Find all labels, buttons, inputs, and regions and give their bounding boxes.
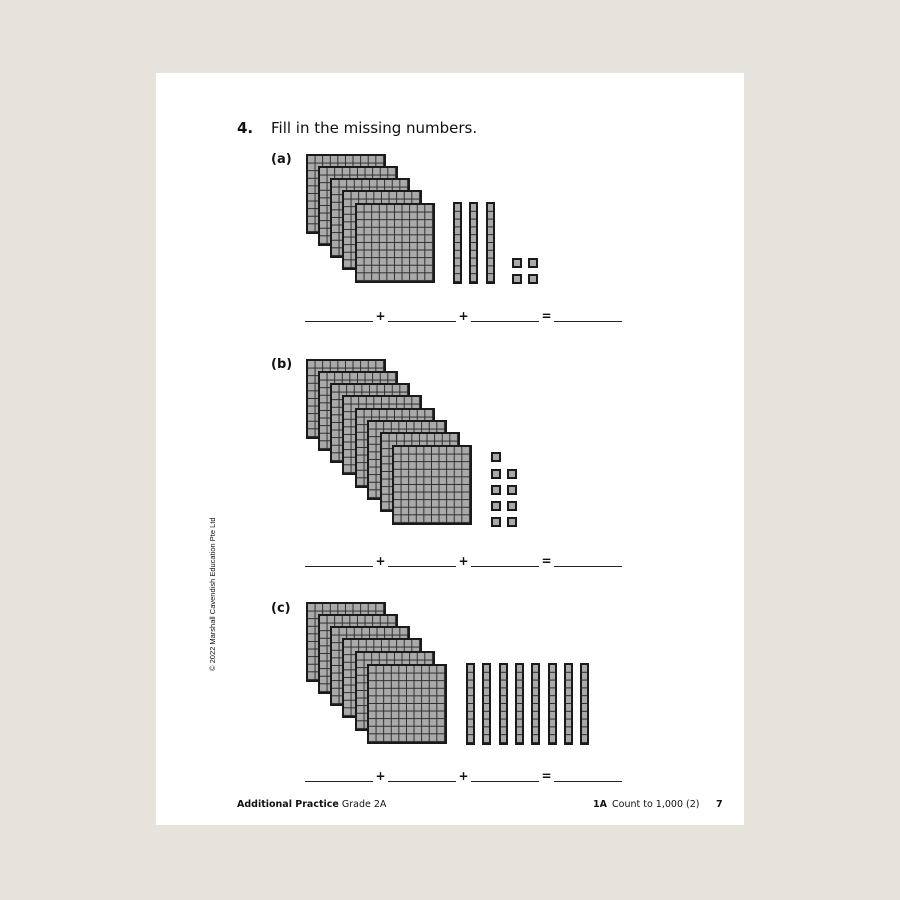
one-unit	[507, 517, 517, 527]
part-b-equation	[305, 554, 622, 567]
ten-rod	[466, 663, 475, 745]
one-unit	[491, 485, 501, 495]
answer-blank-ones[interactable]	[471, 554, 539, 567]
answer-blank-total[interactable]	[554, 309, 622, 322]
one-unit	[491, 501, 501, 511]
footer-book-title	[237, 799, 386, 810]
answer-blank-tens[interactable]	[388, 309, 456, 322]
part-c-label: (c)	[271, 601, 291, 616]
part-b-label: (b)	[271, 357, 293, 372]
part-a-equation	[305, 309, 622, 322]
ten-rod	[482, 663, 491, 745]
one-unit	[491, 452, 501, 462]
answer-blank-tens[interactable]	[388, 769, 456, 782]
plus-sign: +	[458, 769, 469, 783]
one-unit	[528, 274, 538, 284]
answer-blank-total[interactable]	[554, 769, 622, 782]
copyright-notice: © 2022 Marshall Cavendish Education Pte Ltd	[208, 517, 217, 671]
answer-blank-ones[interactable]	[471, 769, 539, 782]
equals-sign: =	[541, 769, 552, 783]
ten-rod	[564, 663, 573, 745]
ten-rod	[515, 663, 524, 745]
one-unit	[512, 274, 522, 284]
hundred-flat	[355, 203, 435, 283]
ten-rod	[531, 663, 540, 745]
one-unit	[528, 258, 538, 268]
worksheet-page	[156, 73, 744, 825]
answer-blank-hundreds[interactable]	[305, 554, 373, 567]
footer-chapter: 1A	[593, 799, 607, 810]
footer-lesson: Count to 1,000 (2)	[612, 799, 700, 810]
one-unit	[491, 517, 501, 527]
one-unit	[512, 258, 522, 268]
answer-blank-tens[interactable]	[388, 554, 456, 567]
ten-rod	[548, 663, 557, 745]
plus-sign: +	[375, 309, 386, 323]
equals-sign: =	[541, 309, 552, 323]
answer-blank-ones[interactable]	[471, 309, 539, 322]
one-unit	[507, 501, 517, 511]
question-number: 4.	[237, 119, 254, 137]
ten-rod	[469, 202, 478, 284]
hundred-flat	[392, 445, 472, 525]
page-number: 7	[716, 799, 723, 810]
ten-rod	[580, 663, 589, 745]
answer-blank-total[interactable]	[554, 554, 622, 567]
one-unit	[507, 469, 517, 479]
plus-sign: +	[458, 554, 469, 568]
footer-book-bold: Additional Practice	[237, 799, 339, 810]
ten-rod	[453, 202, 462, 284]
plus-sign: +	[458, 309, 469, 323]
equals-sign: =	[541, 554, 552, 568]
answer-blank-hundreds[interactable]	[305, 769, 373, 782]
hundred-flat	[367, 664, 447, 744]
ten-rod	[486, 202, 495, 284]
question-instruction: Fill in the missing numbers.	[271, 119, 478, 137]
one-unit	[491, 469, 501, 479]
answer-blank-hundreds[interactable]	[305, 309, 373, 322]
one-unit	[507, 485, 517, 495]
part-a-label: (a)	[271, 152, 292, 167]
ten-rod	[499, 663, 508, 745]
plus-sign: +	[375, 769, 386, 783]
plus-sign: +	[375, 554, 386, 568]
footer-grade: Grade 2A	[341, 799, 387, 810]
part-c-equation	[305, 769, 622, 782]
